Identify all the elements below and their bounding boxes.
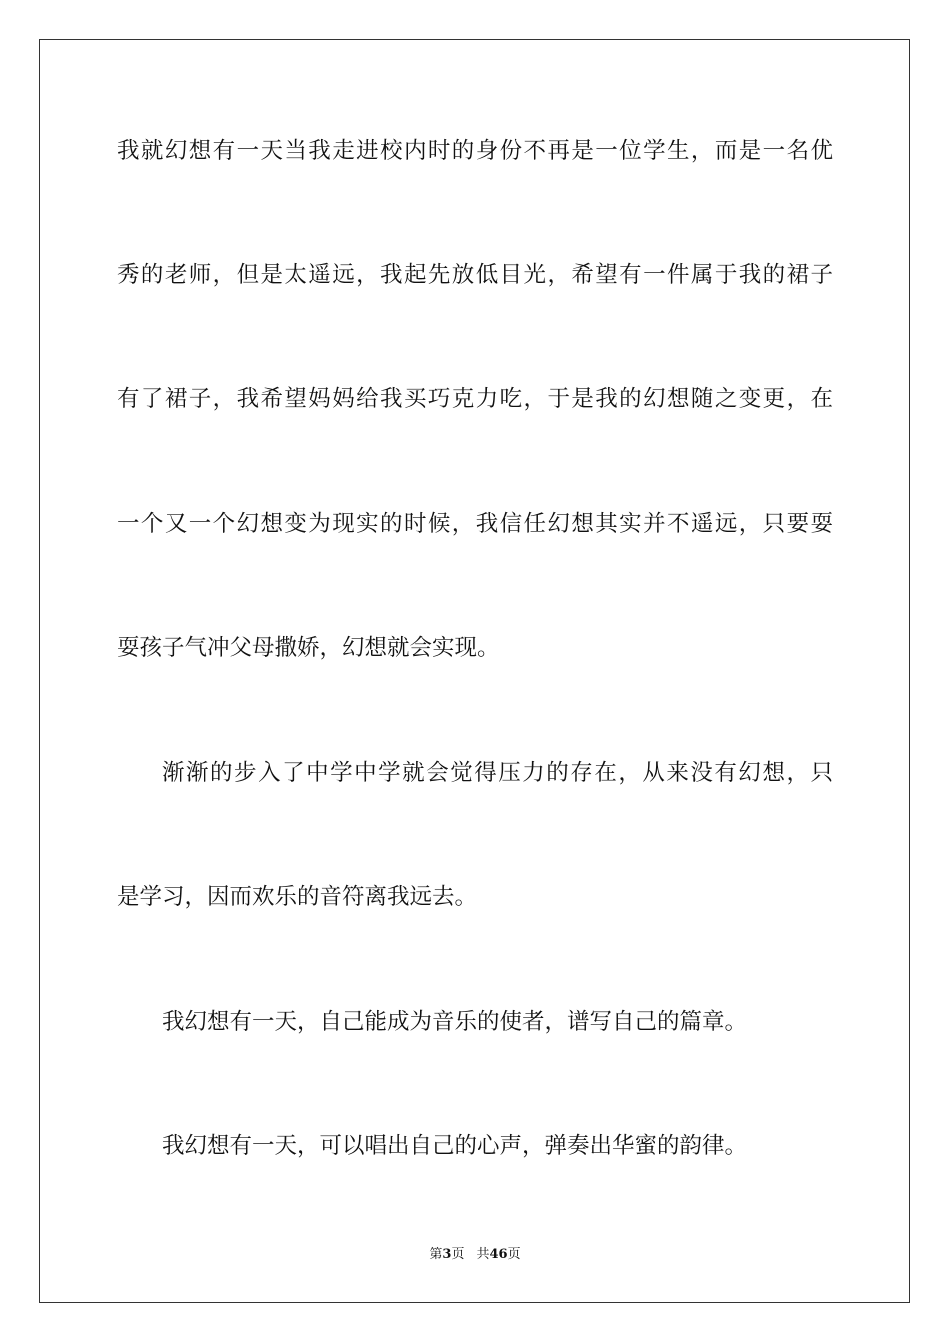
body-line-7: 是学习，因而欢乐的音符离我远去。 bbox=[117, 884, 478, 910]
body-line-5: 耍孩子气冲父母撒娇，幻想就会实现。 bbox=[117, 635, 500, 661]
footer-page-prefix: 第 bbox=[429, 1247, 443, 1262]
body-line-8: 我幻想有一天，自己能成为音乐的使者，谱写自己的篇章。 bbox=[162, 1009, 748, 1035]
body-line-1: 我就幻想有一天当我走进校内时的身份不再是一位学生，而是一名优 bbox=[117, 138, 833, 164]
footer-total-pages: 46 bbox=[489, 1247, 508, 1262]
page-border bbox=[39, 39, 910, 1303]
page-footer bbox=[0, 1246, 950, 1264]
body-line-2: 秀的老师，但是太遥远，我起先放低目光，希望有一件属于我的裙子 bbox=[117, 262, 833, 288]
footer-total-prefix: 共 bbox=[476, 1247, 490, 1262]
footer-page-number: 3 bbox=[442, 1247, 452, 1262]
body-line-3: 有了裙子，我希望妈妈给我买巧克力吃，于是我的幻想随之变更，在 bbox=[117, 386, 833, 412]
footer-total-suffix: 页 bbox=[507, 1247, 521, 1262]
body-line-6: 渐渐的步入了中学中学就会觉得压力的存在，从来没有幻想，只 bbox=[162, 760, 833, 786]
body-line-9: 我幻想有一天，可以唱出自己的心声，弹奏出华蜜的韵律。 bbox=[162, 1133, 748, 1159]
body-line-4: 一个又一个幻想变为现实的时候，我信任幻想其实并不遥远，只要耍 bbox=[117, 511, 833, 537]
footer-page-suffix: 页 bbox=[451, 1247, 465, 1262]
